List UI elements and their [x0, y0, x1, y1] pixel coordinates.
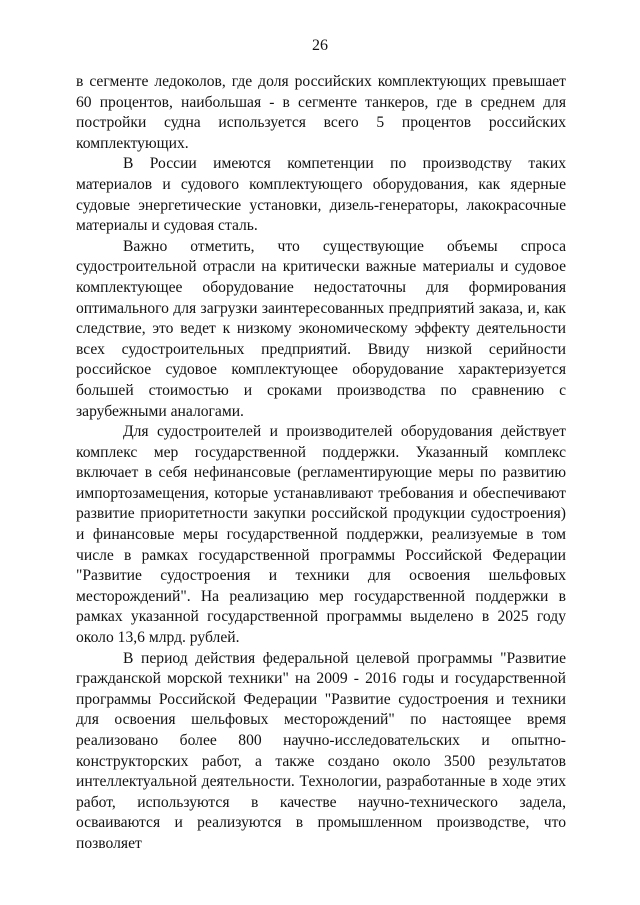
paragraph-5: В период действия федеральной целевой программы "Развитие гражданской морской техники" на 2009 - 2016 годы и государственной программы Российской Федерации "Развитие судостроения и техники для освоения шельфовых месторождений" по настоящее время реализовано более 800 научно-исследовательских и опытно-конструкторских работ, а также создано около 3500 результатов интеллектуальной деятельности. Технологии, разработанные в ходе этих работ, используются в качестве научно-технического задела, осваиваются и реализуются в промышленном производстве, что позволяет — [76, 649, 566, 852]
paragraph-4: Для судостроителей и производителей оборудования действует комплекс мер государственной поддержки. Указанный комплекс включает в себя нефинансовые (регламентирующие меры по развитию импортозамещения, которые устанавливают требования и обеспечивают развитие приоритетности закупки российской продукции судостроения) и финансовые меры государственной поддержки, реализуемые в том числе в рамках государственной программы Российской Федерации "Развитие судостроения и техники для освоения шельфовых месторождений". На реализацию мер государственной поддержки в рамках указанной государственной программы выделено в 2025 году около 13,6 млрд. рублей. — [76, 423, 566, 647]
page-number: 26 — [312, 37, 328, 54]
paragraph-1: в сегменте ледоколов, где доля российских комплектующих превышает 60 процентов, наибольшая - в сегменте танкеров, где в среднем для постройки судна используется всего 5 процентов российских комплектующих. — [76, 73, 566, 152]
paragraph-3: Важно отметить, что существующие объемы спроса судостроительной отрасли на критически важные материалы и судовое комплектующее оборудование недостаточны для формирования оптимального для загрузки заинтересованных предприятий заказа, и, как следствие, это ведет к низкому экономическому эффекту деятельности всех судостроительных предприятий. Ввиду низкой серийности российское судовое комплектующее оборудование характеризуется большей стоимостью и сроками производства по сравнению с зарубежными аналогами. — [76, 237, 566, 420]
document-body — [76, 72, 566, 855]
paragraph-2: В России имеются компетенции по производству таких материалов и судового комплектующего оборудования, как ядерные судовые энергетические установки, дизель-генераторы, лакокрасочные материалы и судовая сталь. — [76, 155, 566, 235]
